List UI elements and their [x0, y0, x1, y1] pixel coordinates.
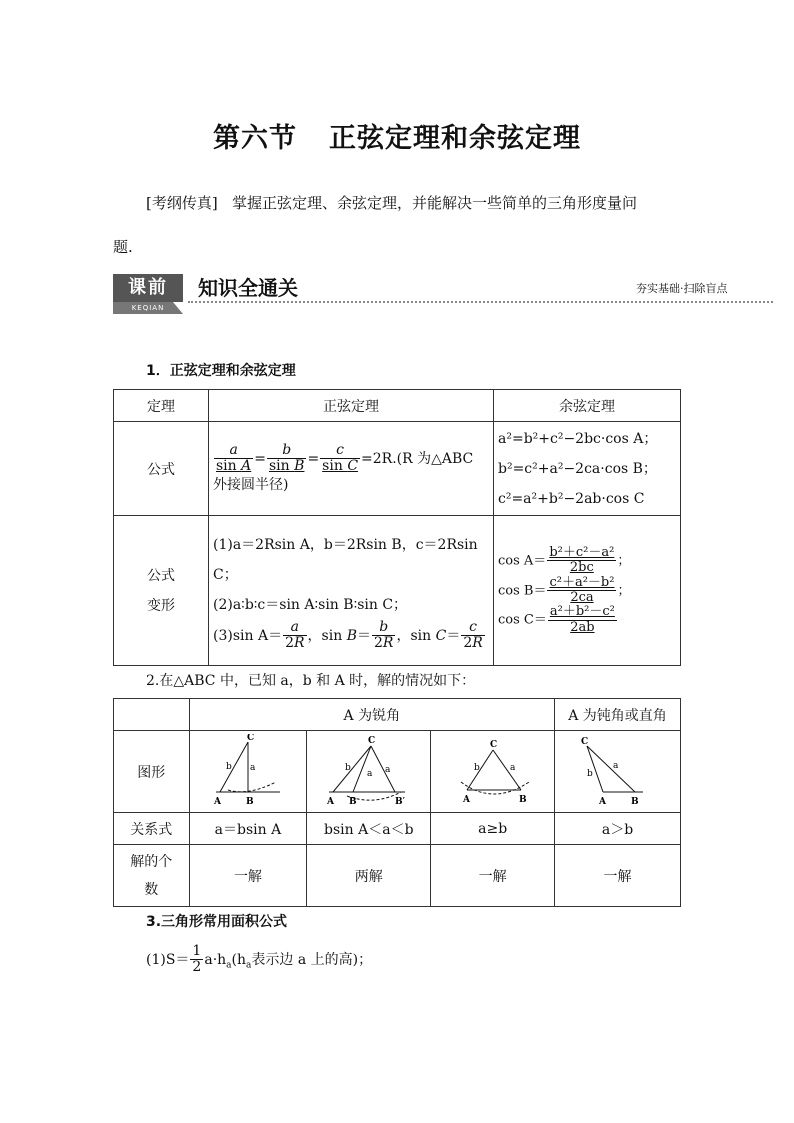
outline-text-cont: 题. [113, 238, 133, 256]
relation-2: bsin A＜a＜b [307, 813, 431, 845]
relation-4: a＞b [555, 813, 681, 845]
svg-text:a: a [366, 768, 373, 779]
count-1: 一解 [189, 845, 307, 907]
area-formula-1: (1)S＝ $\frac{1}{2}$ $a\cdot h_a(h_a$表示边 a 上的高)； [146, 943, 373, 976]
row-relation-label: 关系式 [114, 813, 190, 845]
svg-text:B: B [245, 796, 254, 807]
header-sine: 正弦定理 [209, 390, 494, 422]
svg-text:A: A [598, 796, 606, 807]
banner-tag-corner [173, 302, 183, 314]
cosine-variations: cos A＝ $\frac{\text{b²＋c²－a²}}{2bc}$ ； cos B＝ $\frac{\text{c²＋a²－b²}}{2ca}$ ； cos C＝ $\frac{\text{a²＋b²－c²}}{2ab}$ [494, 516, 681, 666]
banner-right-text: 夯实基础·扫除盲点 [636, 282, 728, 295]
sine-variations: (1)a＝2Rsin A，b＝2Rsin B，c＝2Rsin C； (2)a∶b∶c＝sin A∶sin B∶sin C； (3)sin A＝ $\frac{a}{2R}$ ，sin B＝ $\frac{b}{2R}$ ，sin C＝ $\frac{c}{2R}$ [209, 516, 494, 666]
header-theorem: 定理 [114, 390, 209, 422]
solution-table [113, 698, 681, 907]
svg-text:a: a [384, 764, 391, 775]
svg-text:A: A [213, 796, 221, 807]
banner-tag-sub: KEQIAN [113, 302, 183, 314]
svg-text:a: a [612, 760, 618, 771]
svg-text:C: C [580, 736, 588, 747]
svg-text:C: C [246, 733, 255, 743]
header-acute: A 为锐角 [189, 699, 555, 731]
count-3: 一解 [431, 845, 555, 907]
svg-text:A: A [462, 794, 470, 805]
header-cosine: 余弦定理 [494, 390, 681, 422]
row-count-label: 解的个 数 [114, 845, 190, 907]
page-title: 第六节 正弦定理和余弦定理 [213, 123, 581, 154]
banner-tag: 课前 [113, 274, 183, 302]
figure-one-solution-geq [431, 731, 555, 813]
svg-text:C: C [489, 739, 497, 750]
svg-text:B: B [630, 796, 639, 807]
section1-title: 1．正弦定理和余弦定理 [146, 363, 296, 379]
svg-text:b: b [586, 768, 593, 779]
svg-text:b: b [344, 762, 351, 773]
svg-text:a: a [249, 762, 256, 773]
svg-text:b: b [225, 761, 232, 772]
cosine-formula: a²=b²+c²−2bc·cos A； b²=c²+a²−2ca·cos B； c²=a²+b²−2ab·cos C [494, 422, 681, 516]
sine-formula: $\frac{a}{\text{sin A}}$ = $\frac{b}{\text{sin B}}$ = $\frac{c}{\text{sin C}}$ =2R.(R 为△ABC 外接圆半径) [209, 422, 494, 516]
row-figure-label: 图形 [114, 731, 190, 813]
count-2: 两解 [307, 845, 431, 907]
outline-label: [考纲传真] [146, 194, 218, 212]
section2-title: 2.在△ABC 中，已知 a，b 和 A 时，解的情况如下： [146, 673, 476, 689]
svg-text:a: a [509, 762, 516, 773]
corner-cell [114, 699, 190, 731]
outline-text: 掌握正弦定理、余弦定理，并能解决一些简单的三角形度量问 [232, 194, 638, 212]
banner-divider [188, 301, 773, 303]
svg-text:A: A [326, 796, 334, 807]
svg-text:B: B [348, 796, 357, 807]
figure-two-solutions [307, 731, 431, 813]
figure-one-solution-right [189, 731, 307, 813]
banner-title: 知识全通关 [198, 276, 298, 300]
relation-1: a＝bsin A [189, 813, 307, 845]
svg-text:B′: B′ [394, 796, 405, 807]
header-obtuse: A 为钝角或直角 [555, 699, 681, 731]
row-formula-label: 公式 [114, 422, 209, 516]
outline-paragraph [146, 192, 706, 213]
row-variation-label: 公式 变形 [114, 516, 209, 666]
figure-obtuse [555, 731, 681, 813]
section3-title: 3.三角形常用面积公式 [146, 914, 288, 930]
relation-3: a≥b [431, 813, 555, 845]
theorem-table [113, 389, 681, 666]
svg-text:C: C [367, 735, 375, 746]
svg-text:B: B [518, 794, 527, 805]
count-4: 一解 [555, 845, 681, 907]
svg-text:b: b [473, 762, 480, 773]
